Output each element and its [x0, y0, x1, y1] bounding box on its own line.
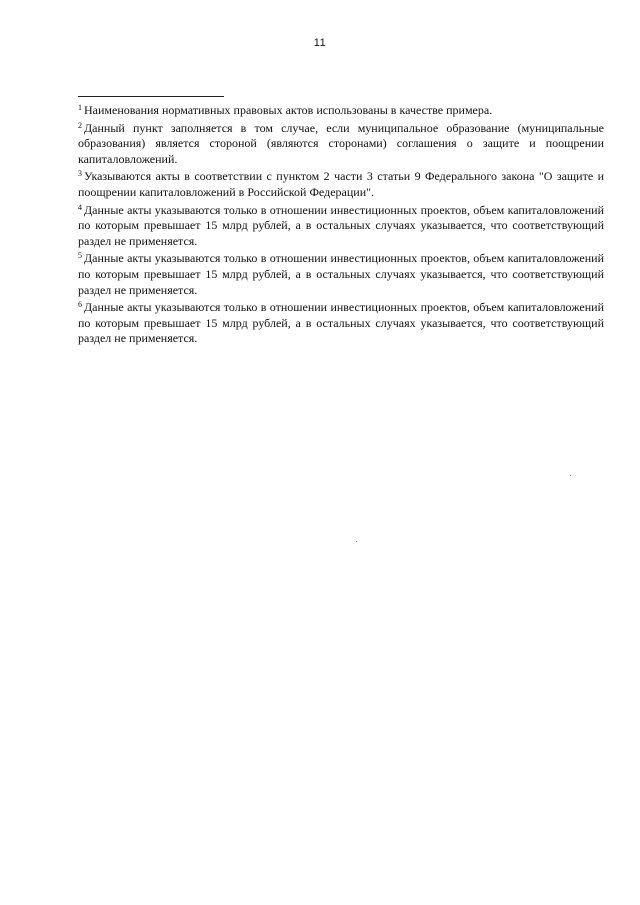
footnote-mark: 5 — [78, 251, 82, 261]
footnote-text: Наименования нормативных правовых актов использованы в качестве примера. — [84, 103, 493, 117]
footnote-mark: 2 — [78, 120, 82, 130]
footnote-5 — [78, 251, 604, 298]
footnote-mark: 4 — [78, 202, 82, 212]
footnote-mark: 1 — [78, 103, 82, 112]
footnote-2 — [78, 121, 604, 168]
footnote-text: Указываются акты в соответствии с пунктом 2 части 3 статьи 9 Федерального закона "О защите и поощрении капиталовложений в Российской Федерации". — [78, 169, 604, 199]
footnote-separator — [78, 96, 224, 97]
footnote-text: Данные акты указываются только в отношении инвестиционных проектов, объем капиталовложений по которым превышает 15 млрд рублей, а в остальных случаях указывается, что соответствующий раздел не применяется. — [78, 202, 604, 248]
footnote-4 — [78, 203, 604, 250]
footnote-text: Данный пункт заполняется в том случае, если муниципальное образование (муниципальные образования) является стороной (являются сторонами) соглашения о защите и поощрении капиталовложений. — [78, 120, 604, 166]
footnote-text: Данные акты указываются только в отношении инвестиционных проектов, объем капиталовложений по которым превышает 15 млрд рублей, а в остальных случаях указывается, что соответствующий раздел не применяется. — [78, 300, 604, 346]
footnotes-section — [78, 103, 604, 349]
page-number: 11 — [313, 37, 327, 49]
footnote-mark: 3 — [78, 169, 82, 179]
footnote-1 — [78, 103, 604, 119]
footnote-3 — [78, 169, 604, 200]
footnote-mark: 6 — [78, 300, 82, 310]
scan-speck — [570, 475, 571, 476]
scan-speck — [356, 541, 357, 542]
footnote-text: Данные акты указываются только в отношении инвестиционных проектов, объем капиталовложений по которым превышает 15 млрд рублей, а в остальных случаях указывается, что соответствующий раздел не применяется. — [78, 251, 604, 297]
footnote-6 — [78, 300, 604, 347]
